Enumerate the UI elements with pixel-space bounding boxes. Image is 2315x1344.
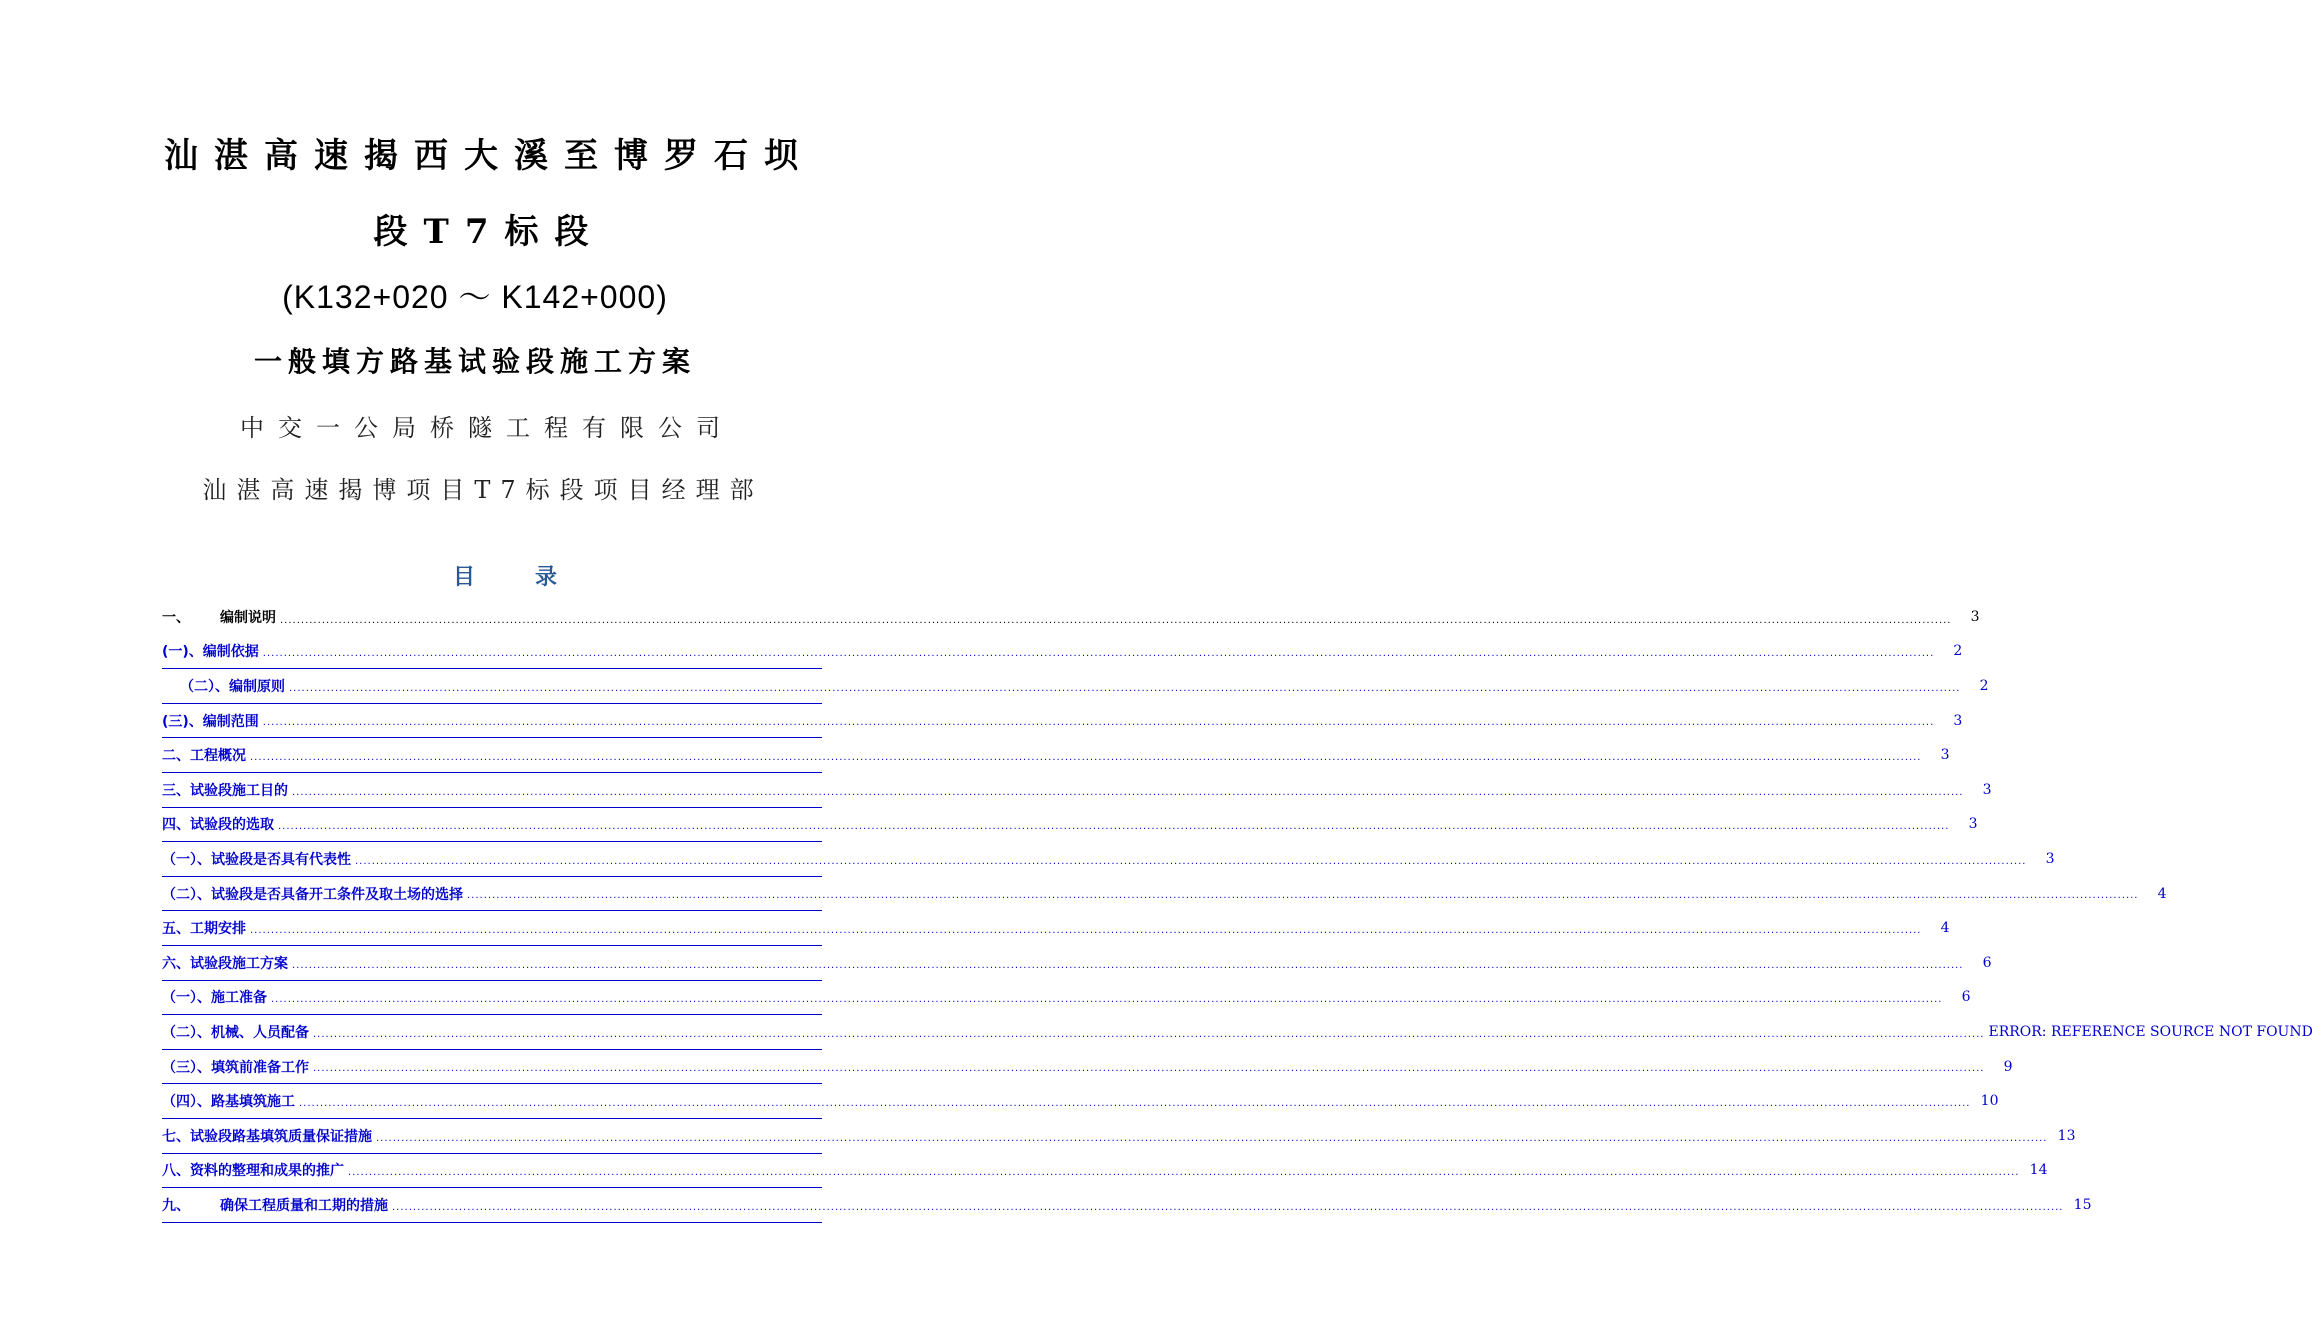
toc-dot-leader: ................................................................................................................................................................................................................................................................................................................................................................................................................ xyxy=(280,614,1952,626)
toc-entry[interactable] xyxy=(162,1154,2048,1189)
toc-entry-label xyxy=(162,780,288,800)
cover-title-line1: 汕湛高速揭西大溪至博罗石坝 xyxy=(164,136,814,176)
toc-heading: 目录 xyxy=(452,564,617,590)
toc-entry-label xyxy=(162,1126,372,1146)
toc-entry-text: （三）、填筑前准备工作 xyxy=(162,1059,309,1076)
cover-title-mileage: (K132+020 ～ K142+000) xyxy=(282,279,668,315)
toc-entry-number: 一、 xyxy=(162,610,190,627)
toc-entry-page-number: 3 xyxy=(1940,747,1950,764)
toc-entry-page-number: 3 xyxy=(1970,609,1980,626)
toc-dot-leader: ................................................................................................................................................................................................................................................................................................................................................................................................................ xyxy=(250,924,1922,936)
toc-entry-label xyxy=(162,1160,344,1180)
toc-dot-leader: ................................................................................................................................................................................................................................................................................................................................................................................................................ xyxy=(278,821,1950,833)
toc-dot-leader: ................................................................................................................................................................................................................................................................................................................................................................................................................ xyxy=(348,1167,2020,1179)
toc-entry-error-text: ERROR: REFERENCE SOURCE NOT FOUND xyxy=(1988,1023,2313,1040)
toc-dot-leader: ................................................................................................................................................................................................................................................................................................................................................................................................................ xyxy=(250,751,1922,763)
toc-entry-text: 四、试验段的选取 xyxy=(162,817,274,834)
toc-entry-number: 九、 xyxy=(162,1197,190,1214)
toc-entry[interactable] xyxy=(162,842,2055,877)
toc-entry-page-number: 3 xyxy=(1968,816,1978,833)
toc-entry-text: （一）、试验段是否具有代表性 xyxy=(162,851,351,868)
toc-entry-page-number: 2 xyxy=(1979,677,1989,694)
toc-entry[interactable] xyxy=(162,669,1989,704)
toc-entry[interactable] xyxy=(162,1084,1999,1119)
toc-entry[interactable] xyxy=(162,635,1963,670)
toc-entry[interactable] xyxy=(162,1050,2013,1085)
toc-entry[interactable] xyxy=(162,1119,2076,1154)
toc-dot-leader: ................................................................................................................................................................................................................................................................................................................................................................................................................ xyxy=(262,717,1935,729)
toc-entry-label xyxy=(162,1057,309,1077)
toc-entry-label xyxy=(162,884,463,904)
toc-entry-page-number: 14 xyxy=(2029,1162,2048,1179)
toc-entry-text: 二、工程概况 xyxy=(162,748,246,765)
toc-entry-text: （二）、机械、人员配备 xyxy=(162,1024,309,1041)
toc-entry[interactable] xyxy=(162,1188,2092,1223)
toc-dot-leader: ................................................................................................................................................................................................................................................................................................................................................................................................................ xyxy=(467,890,2139,902)
toc-entry-text: 确保工程质量和工期的措施 xyxy=(220,1197,388,1214)
toc-entry-label xyxy=(162,814,274,834)
toc-dot-leader: ................................................................................................................................................................................................................................................................................................................................................................................................................ xyxy=(271,994,1943,1006)
toc-entry[interactable] xyxy=(162,981,1971,1016)
toc-entry-label xyxy=(162,676,285,696)
toc-entry[interactable] xyxy=(162,946,1992,981)
toc-dot-leader: ................................................................................................................................................................................................................................................................................................................................................................................................................ xyxy=(292,786,1964,798)
toc-dot-leader: ................................................................................................................................................................................................................................................................................................................................................................................................................ xyxy=(292,959,1964,971)
toc-entry-text: 五、工期安排 xyxy=(162,921,246,938)
toc-entry-text: （二）、编制原则 xyxy=(180,678,285,695)
toc-entry-text: (三)、编制范围 xyxy=(162,713,259,730)
toc-entry-text: （二）、试验段是否具备开工条件及取土场的选择 xyxy=(162,886,463,903)
toc-entry-text: 七、试验段路基填筑质量保证措施 xyxy=(162,1128,372,1145)
toc-entry-label xyxy=(162,745,246,765)
toc-entry[interactable] xyxy=(162,704,1963,739)
toc-entry-page-number: 15 xyxy=(2073,1196,2092,1213)
toc-entry-page-number: 10 xyxy=(1980,1093,1999,1110)
toc-entry-text: 三、试验段施工目的 xyxy=(162,782,288,799)
table-of-contents xyxy=(162,600,2313,1223)
cover-org-company: 中交一公局桥隧工程有限公司 xyxy=(240,414,734,442)
toc-entry-text: 八、资料的整理和成果的推广 xyxy=(162,1163,344,1180)
toc-entry-page-number: 9 xyxy=(2003,1058,2013,1075)
toc-entry[interactable] xyxy=(162,808,1978,843)
toc-dot-leader: ................................................................................................................................................................................................................................................................................................................................................................................................................ xyxy=(376,1132,2048,1144)
toc-entry[interactable] xyxy=(162,773,1992,808)
toc-entry-text: (一)、编制依据 xyxy=(162,644,259,661)
toc-entry-text: （四）、路基填筑施工 xyxy=(162,1094,295,1111)
toc-entry-page-number: 3 xyxy=(2045,850,2055,867)
toc-dot-leader: ................................................................................................................................................................................................................................................................................................................................................................................................................ xyxy=(299,1097,1971,1109)
toc-entry[interactable] xyxy=(162,1015,2313,1050)
toc-dot-leader: ................................................................................................................................................................................................................................................................................................................................................................................................................ xyxy=(289,682,1961,694)
toc-dot-leader: ................................................................................................................................................................................................................................................................................................................................................................................................................ xyxy=(355,855,2027,867)
toc-entry-page-number: 13 xyxy=(2057,1127,2076,1144)
toc-entry-page-number: 4 xyxy=(1940,920,1950,937)
toc-entry[interactable] xyxy=(162,738,1950,773)
toc-entry-text: 编制说明 xyxy=(220,610,276,627)
toc-entry-text: （一）、施工准备 xyxy=(162,990,267,1007)
cover-title-plan-name: 一般填方路基试验段施工方案 xyxy=(253,345,696,378)
toc-dot-leader: ................................................................................................................................................................................................................................................................................................................................................................................................................ xyxy=(262,648,1935,660)
toc-entry-page-number: 3 xyxy=(1982,781,1992,798)
toc-entry-label xyxy=(162,953,288,973)
toc-entry-label xyxy=(162,711,259,731)
toc-entry-label xyxy=(162,918,246,938)
toc-entry-label xyxy=(162,849,351,869)
toc-entry-page-number: 6 xyxy=(1961,989,1971,1006)
toc-entry[interactable] xyxy=(162,877,2167,912)
cover-org-department: 汕湛高速揭博项目T7标段项目经理部 xyxy=(202,476,764,504)
toc-entry-page-number: 3 xyxy=(1953,712,1963,729)
toc-entry-label xyxy=(162,1195,388,1215)
toc-entry[interactable] xyxy=(162,911,1950,946)
toc-entry-label xyxy=(162,987,267,1007)
toc-entry-label xyxy=(162,641,259,661)
toc-entry-page-number: 2 xyxy=(1953,643,1963,660)
toc-entry-page-number: 4 xyxy=(2157,885,2167,902)
toc-dot-leader: ................................................................................................................................................................................................................................................................................................................................................................................................................ xyxy=(313,1063,1985,1075)
toc-dot-leader: ................................................................................................................................................................................................................................................................................................................................................................................................................ xyxy=(392,1201,2064,1213)
toc-entry-text: 六、试验段施工方案 xyxy=(162,955,288,972)
toc-entry-label xyxy=(162,1022,309,1042)
toc-entry-label xyxy=(162,1091,295,1111)
toc-entry-page-number: 6 xyxy=(1982,954,1992,971)
cover-title-line2: 段T7标段 xyxy=(373,212,605,252)
toc-entry-label xyxy=(162,607,276,627)
toc-entry xyxy=(162,600,1980,635)
toc-dot-leader: ................................................................................................................................................................................................................................................................................................................................................................................................................ xyxy=(313,1028,1985,1040)
